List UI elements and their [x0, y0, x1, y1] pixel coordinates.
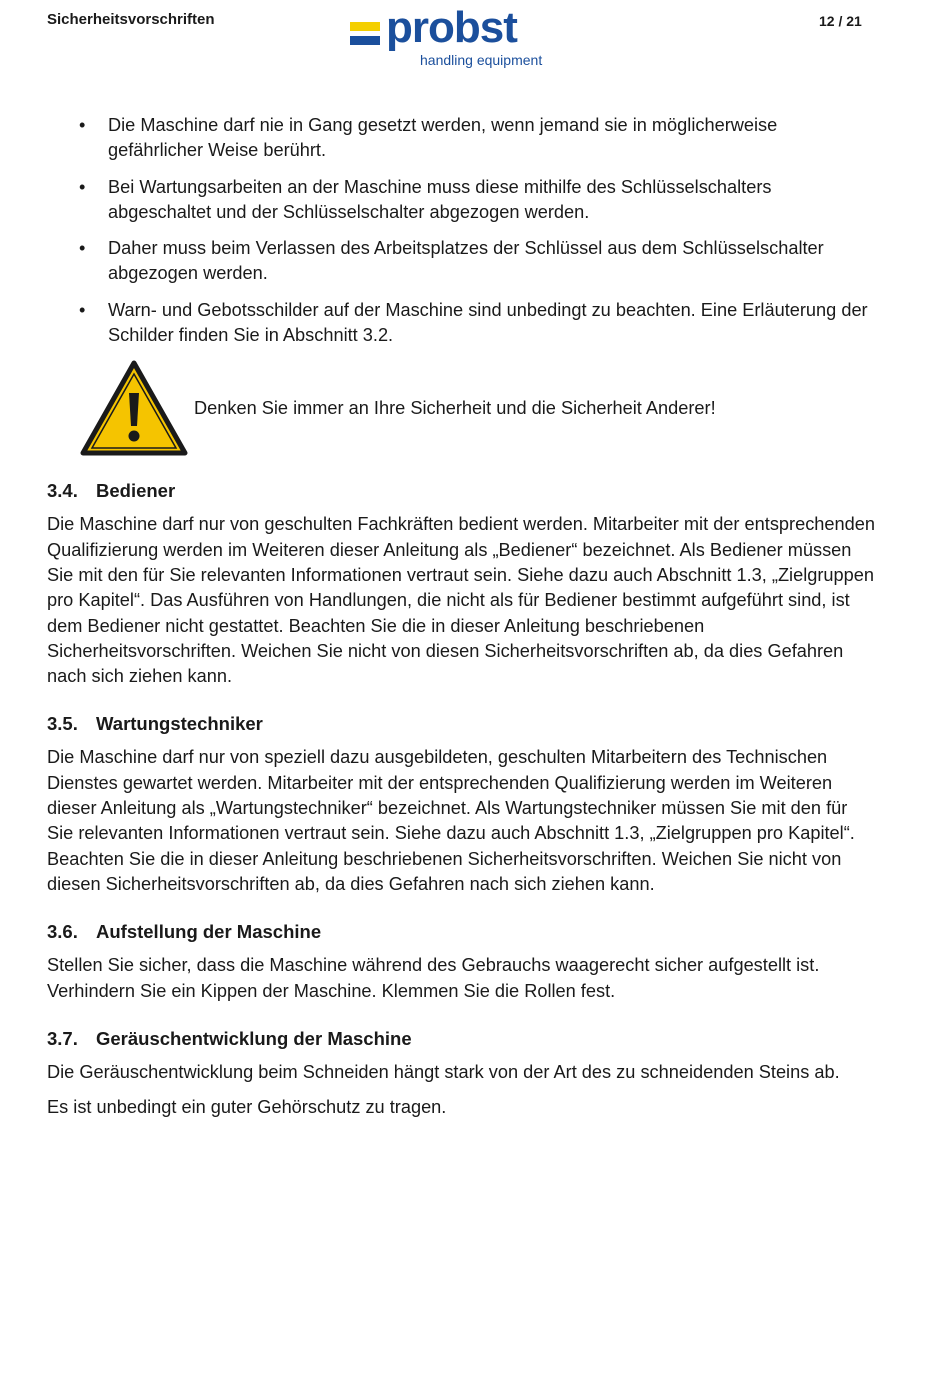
section-3-6: [47, 919, 877, 1004]
section-paragraph: Die Maschine darf nur von speziell dazu ausgebildeten, geschulten Mitarbeitern des Technischen Dienstes gewartet werden. Mitarbeiter mit der entsprechenden Qualifizierung werden im Weiteren dieser Anleitung als „Wartungstechniker“ bezeichnet. Als Wartungstechniker müssen Sie mit den für Sie relevanten Informationen vertraut sein. Siehe dazu auch Abschnitt 1.3, „Zielgruppen pro Kapitel“. Beachten Sie die in dieser Anleitung beschriebenen Sicherheitsvorschriften. Weichen Sie nicht von diesen Sicherheitsvorschriften ab, da dies Gefahren nach sich ziehen kann.: [47, 747, 855, 894]
section-heading: 3.7. Geräuschentwicklung der Maschine: [47, 1027, 412, 1049]
warning-notice: [80, 360, 877, 456]
section-heading: 3.4. Bediener: [47, 480, 176, 502]
probst-logo: [350, 3, 565, 70]
section-heading: 3.6. Aufstellung der Maschine: [47, 921, 322, 943]
section-3-7: [47, 1026, 877, 1121]
logo-mark-icon: [350, 22, 380, 50]
list-item: • Die Maschine darf nie in Gang gesetzt werden, wenn jemand sie in möglicherweise gefährlicher Weise berührt.: [47, 113, 877, 164]
warning-triangle-icon: [80, 360, 188, 456]
safety-bullet-list: [47, 113, 877, 348]
section-paragraph: Es ist unbedingt ein guter Gehörschutz zu tragen.: [47, 1097, 447, 1118]
warning-text: Denken Sie immer an Ihre Sicherheit und die Sicherheit Anderer!: [194, 397, 716, 418]
section-3-4: [47, 478, 877, 689]
logo-wordmark: probst: [386, 3, 517, 52]
list-item: • Warn- und Gebotsschilder auf der Maschine sind unbedingt zu beachten. Eine Erläuterung der Schilder finden Sie in Abschnitt 3.2.: [47, 298, 877, 349]
logo-tagline: handling equipment: [420, 52, 543, 68]
page-content: [47, 113, 877, 1130]
section-paragraph: Die Maschine darf nur von geschulten Fachkräften bedient werden. Mitarbeiter mit der entsprechenden Qualifizierung werden im Weiteren dieser Anleitung als „Bediener“ bezeichnet. Als Bediener müssen Sie mit den für Sie relevanten Informationen vertraut sein. Siehe dazu auch Abschnitt 1.3, „Zielgruppen pro Kapitel“. Das Ausführen von Handlungen, die nicht als für Bediener bestimmt aufgeführt sind, ist dem Bediener nicht gestattet. Beachten Sie die in dieser Anleitung beschriebenen Sicherheitsvorschriften. Weichen Sie nicht von diesen Sicherheitsvorschriften ab, da dies Gefahren nach sich ziehen kann.: [47, 514, 875, 687]
section-3-5: [47, 711, 877, 897]
header-section-title: Sicherheitsvorschriften: [47, 11, 215, 28]
section-paragraph: Die Geräuschentwicklung beim Schneiden hängt stark von der Art des zu schneidenden Steins ab.: [47, 1061, 840, 1082]
list-item: • Bei Wartungsarbeiten an der Maschine muss diese mithilfe des Schlüsselschalters abgeschaltet und der Schlüsselschalter abgezogen werden.: [47, 175, 877, 226]
page-number: 12 / 21: [819, 13, 862, 29]
list-item: • Daher muss beim Verlassen des Arbeitsplatzes der Schlüssel aus dem Schlüsselschalter abgezogen werden.: [47, 236, 877, 287]
section-heading: 3.5. Wartungstechniker: [47, 713, 263, 735]
section-paragraph: Stellen Sie sicher, dass die Maschine während des Gebrauchs waagerecht sicher aufgestellt ist. Verhindern Sie ein Kippen der Maschine. Klemmen Sie die Rollen fest.: [47, 955, 820, 1001]
